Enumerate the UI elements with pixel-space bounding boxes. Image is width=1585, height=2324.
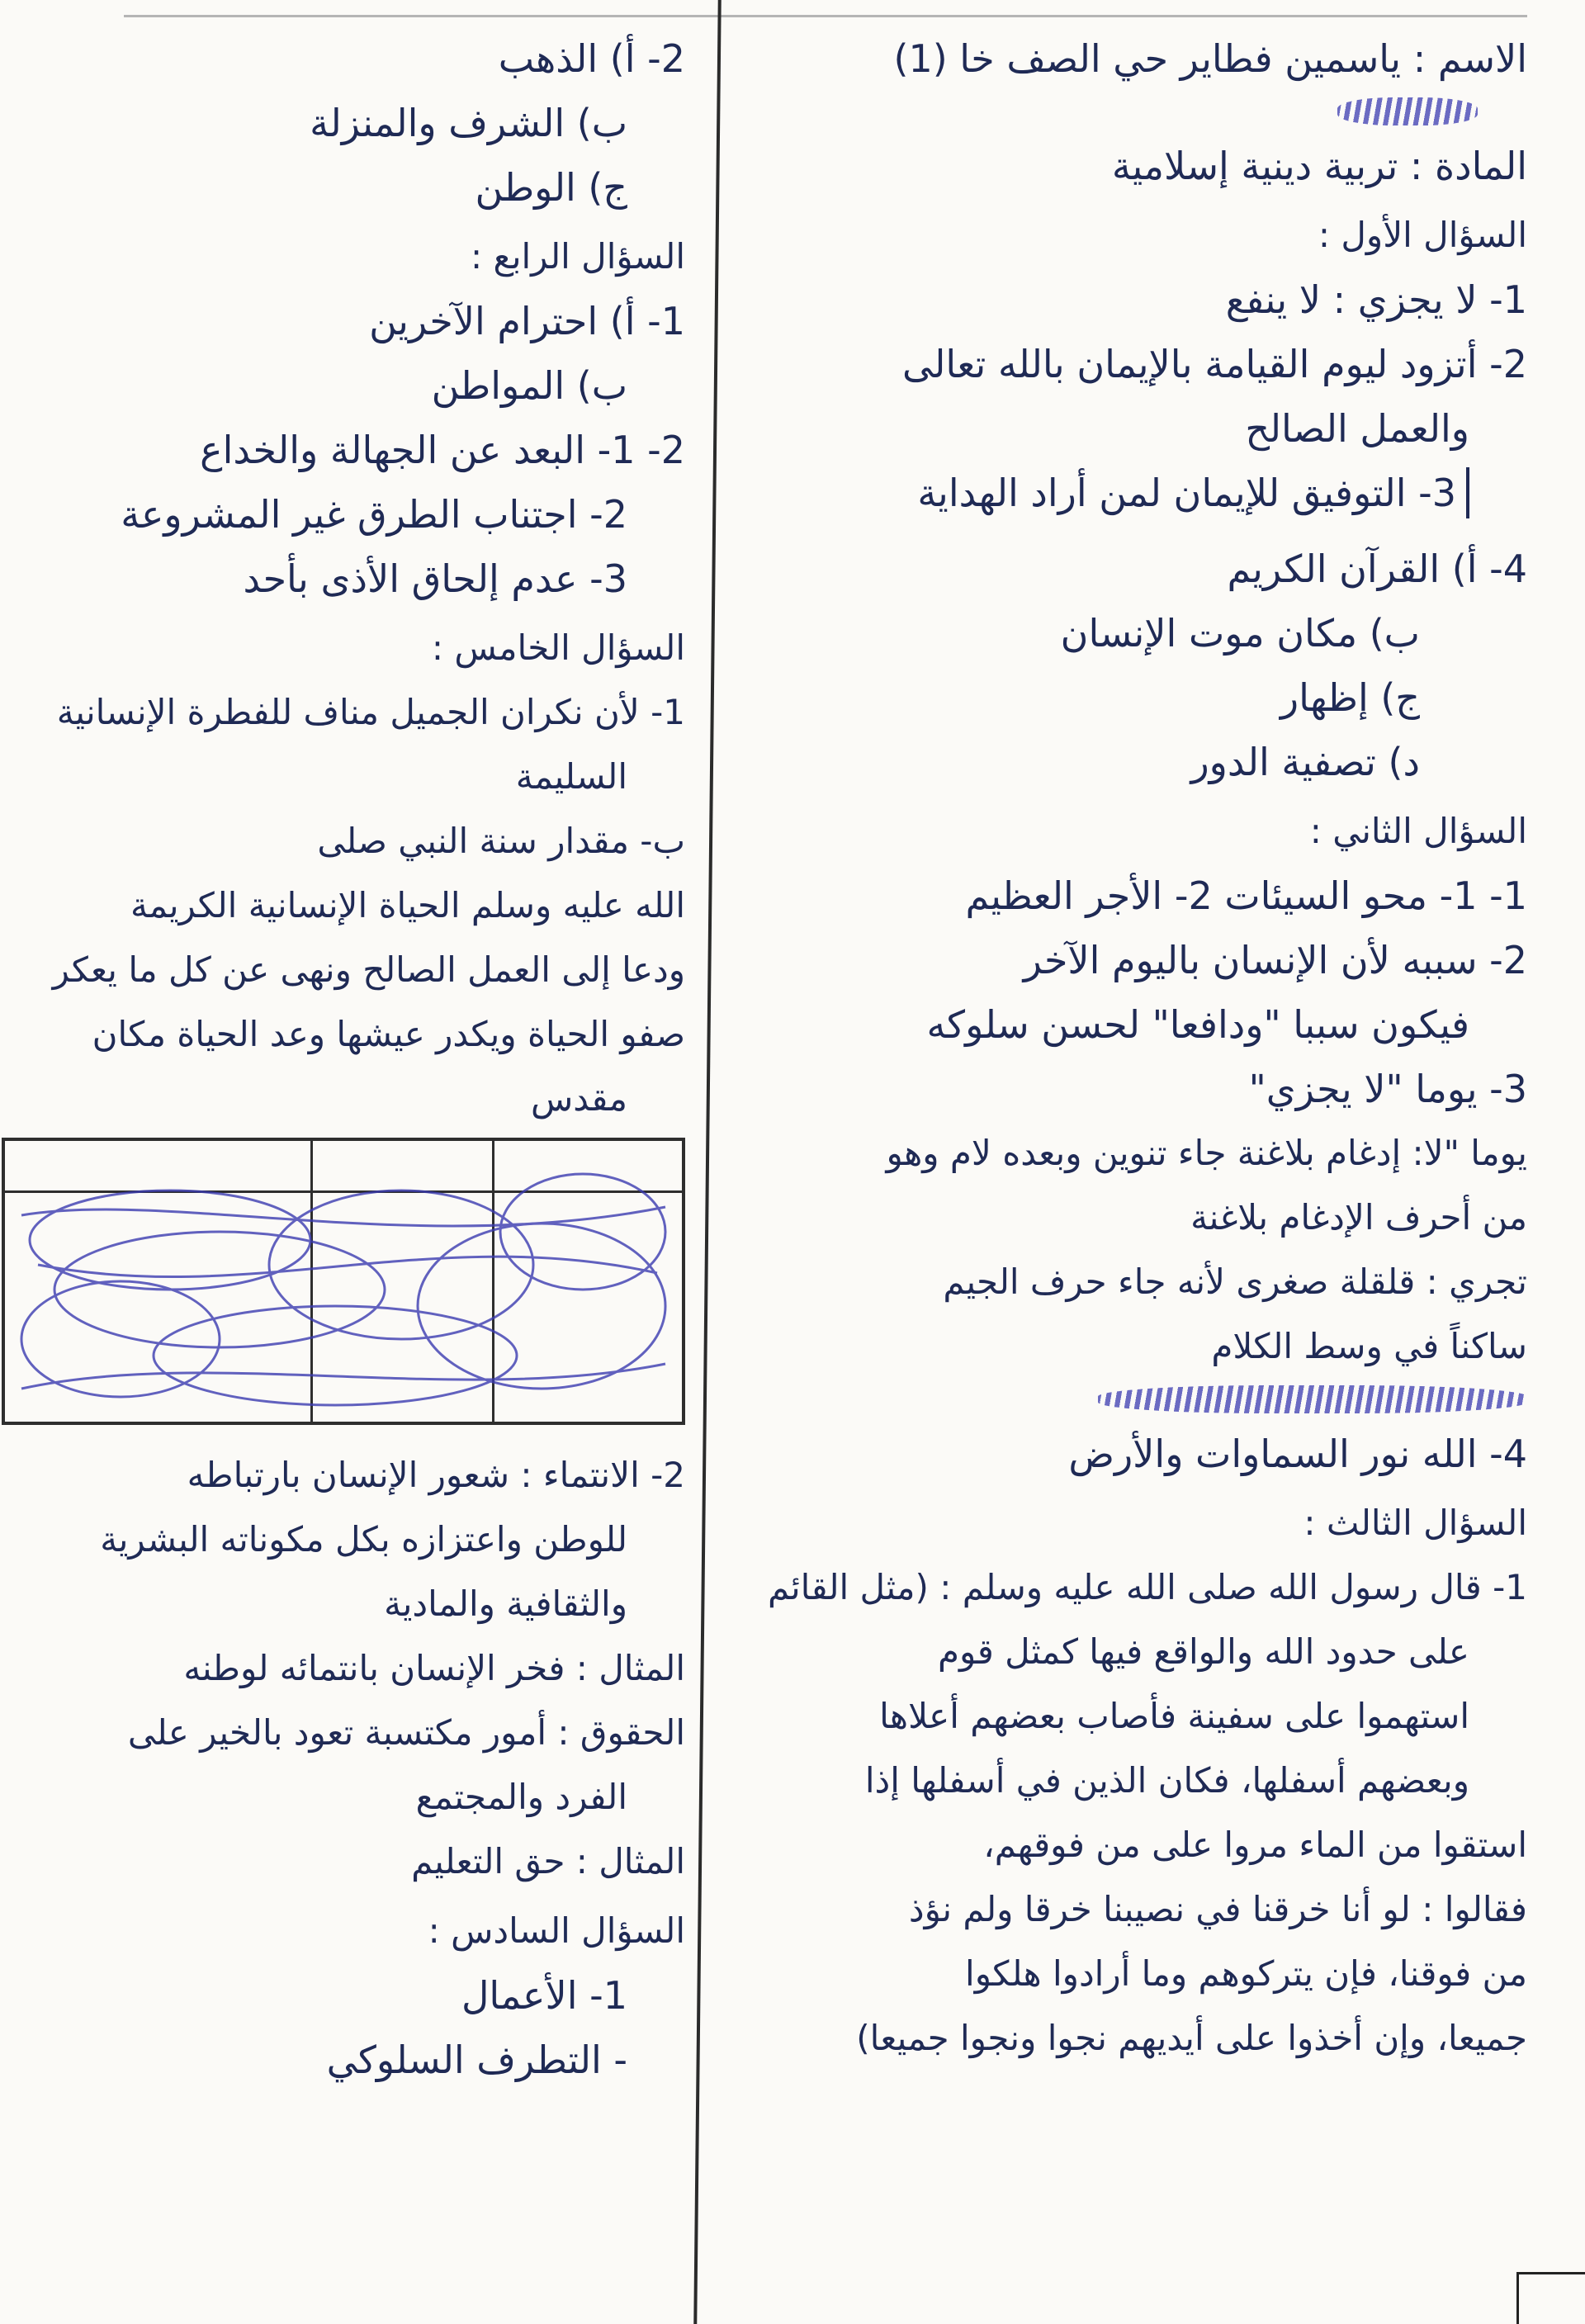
right-column: [718, 0, 1585, 2324]
question-3-heading: السؤال الثالث :: [1303, 1503, 1527, 1543]
scribbled-out-text: [1098, 1385, 1527, 1413]
answer-line: من فوقنا، فإن يتركوهم وما أرادوا هلكوا: [965, 1953, 1527, 1994]
question-6-heading: السؤال السادس :: [428, 1910, 685, 1951]
question-5-heading: السؤال الخامس :: [431, 627, 685, 668]
answer-line: 1- 1- محو السيئات 2- الأجر العظيم: [965, 873, 1527, 918]
answer-line: استهموا على سفينة فأصاب بعضهم أعلاها: [879, 1696, 1469, 1736]
answer-line: - التطرف السلوكي: [326, 2038, 627, 2082]
answer-line: والثقافية والمادية: [384, 1583, 627, 1624]
scribbled-out-text: [1337, 97, 1478, 125]
answer-line: مقدس: [530, 1078, 627, 1119]
question-2-heading: السؤال الثاني :: [1309, 811, 1527, 851]
answer-line: المثال : فخر الإنسان بانتمائه لوطنه: [183, 1648, 685, 1688]
page-corner-edge: [1516, 2272, 1585, 2324]
answer-line: 3- عدم إلحاق الأذى بأحد: [243, 556, 627, 601]
answer-line: 4- أ) القرآن الكريم: [1227, 547, 1527, 591]
answer-line: الحقوق : أمور مكتسبة تعود بالخير على: [127, 1712, 685, 1753]
answer-line: 2- سببه لأن الإنسان باليوم الآخر: [1023, 938, 1527, 982]
student-name-line: الاسم : ياسمين فطاير حي الصف خا (1): [893, 36, 1527, 81]
answer-line: 1- أ) احترام الآخرين: [369, 299, 685, 343]
answer-line: 2- أتزود ليوم القيامة بالإيمان بالله تعالى: [901, 342, 1527, 386]
answer-line: ب) مكان موت الإنسان: [1060, 611, 1420, 656]
answer-line: ب) المواطن: [431, 363, 627, 408]
answer-bracket: 3- التوفيق للإيمان لمن أراد الهداية: [917, 467, 1469, 518]
answer-line: استقوا من الماء مروا على من فوقهم،: [983, 1825, 1527, 1865]
answer-line: 1- لا يجزي : لا ينفع: [1225, 277, 1527, 322]
answer-line: جميعا، وإن أخذوا على أيديهم نجوا ونجوا جميعا): [856, 2018, 1527, 2058]
answer-line: الله عليه وسلم الحياة الإنسانية الكريمة: [130, 885, 685, 925]
answer-line: 2- الانتماء : شعور الإنسان بارتباطه: [187, 1455, 685, 1495]
answer-line: على حدود الله والواقع فيها كمثل قوم: [938, 1631, 1469, 1672]
scribbled-out-table: [2, 1138, 685, 1425]
answer-line: وبعضهم أسفلها، فكان الذين في أسفلها إذا: [864, 1760, 1469, 1801]
answer-line: 3- يوما "لا يجزي": [1248, 1067, 1527, 1111]
answer-line: الفرد والمجتمع: [415, 1777, 627, 1817]
answer-line: 1- قال رسول الله صلى الله عليه وسلم : (مثل القائم: [768, 1567, 1527, 1607]
answer-line: والعمل الصالح: [1245, 406, 1469, 451]
answer-line: السليمة: [515, 756, 627, 797]
answer-line: 4- الله نور السماوات والأرض: [1068, 1432, 1527, 1476]
left-column: [0, 0, 710, 2324]
answer-line: فيكون سببا "ودافعا" لحسن سلوكه: [926, 1002, 1469, 1047]
answer-line: فقالوا : لو أنا خرقنا في نصيبنا خرقا ولم نؤذ: [908, 1889, 1527, 1929]
answer-line: ساكناً في وسط الكلام: [1211, 1326, 1527, 1366]
answer-line: ج) إظهار: [1280, 675, 1420, 720]
answer-line: 2- أ) الذهب: [498, 36, 685, 81]
answer-line: ب- مقدار سنة النبي صلى: [317, 821, 685, 861]
question-4-heading: السؤال الرابع :: [470, 236, 685, 277]
scribble-strokes: [5, 1141, 682, 1422]
answer-line: صفو الحياة ويكدر عيشها وعد الحياة مكان: [92, 1014, 685, 1054]
answer-line: 1- الأعمال: [461, 1973, 627, 2018]
answer-line: ودعا إلى العمل الصالح ونهى عن كل ما يعكر: [52, 949, 685, 990]
answer-line: للوطن واعتزازه بكل مكوناته البشرية: [100, 1519, 627, 1560]
answer-line: 2- 1- البعد عن الجهالة والخداع: [200, 428, 685, 472]
answer-line: [735, 467, 1527, 518]
answer-line: د) تصفية الدور: [1190, 740, 1420, 784]
answer-line: من أحرف الإدغام بلاغنة: [1190, 1197, 1527, 1238]
answer-line: 2- اجتناب الطرق غير المشروعة: [121, 492, 627, 537]
question-1-heading: السؤال الأول :: [1318, 215, 1527, 255]
answer-line: المثال : حق التعليم: [411, 1841, 685, 1881]
answer-line: يوما "لا: إدغام بلاغنة جاء تنوين وبعده لام وهو: [886, 1133, 1527, 1173]
answer-line: تجري : قلقلة صغرى لأنه جاء حرف الجيم: [943, 1261, 1527, 1302]
subject-line: المادة : تربية دينية إسلامية: [1111, 144, 1527, 188]
answer-line: ب) الشرف والمنزلة: [310, 101, 627, 145]
answer-line: ج) الوطن: [475, 165, 627, 210]
answer-line: 1- لأن نكران الجميل مناف للفطرة الإنسانية: [56, 692, 685, 732]
